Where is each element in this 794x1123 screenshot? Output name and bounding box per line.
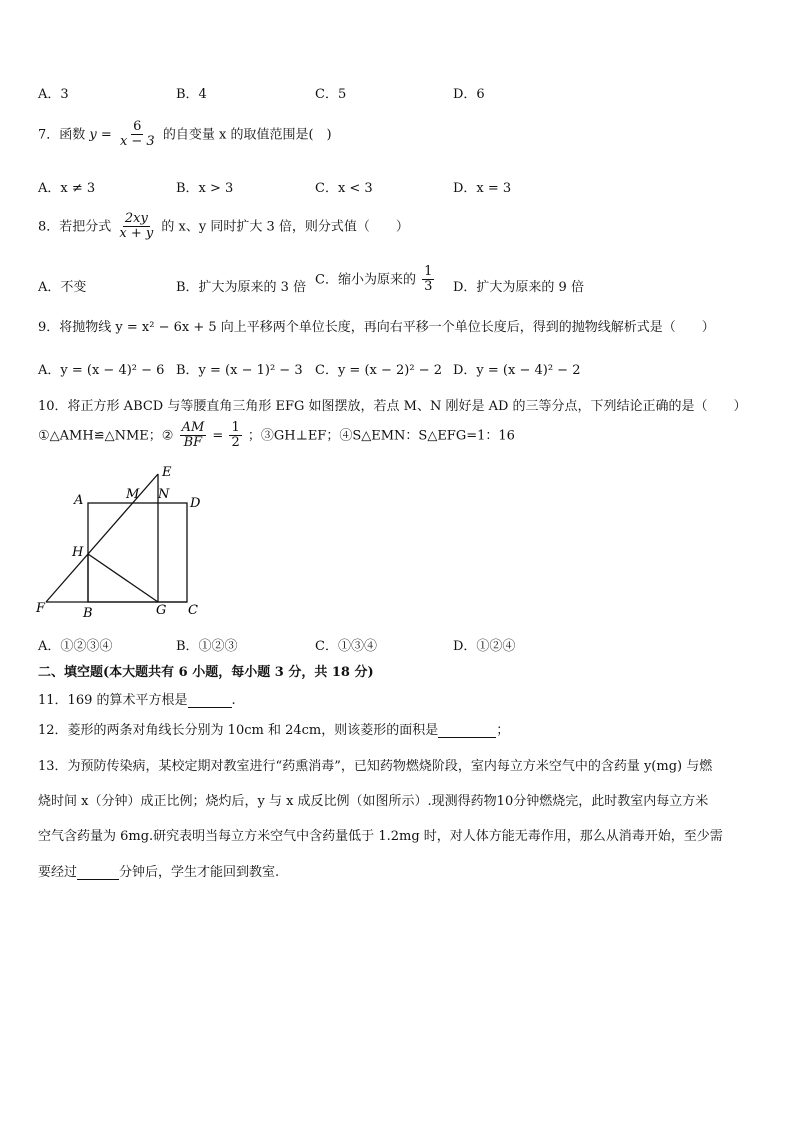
q6-option-b: B．4 [176,87,207,102]
q10-option-b: B．①②③ [176,639,238,654]
q10-half-den: 2 [231,435,240,451]
label-c: C [188,603,198,618]
q9-question: 9．将抛物线 y = x² − 6x + 5 向上平移两个单位长度，再向右平移一个单位长度后，得到的抛物线解析式是（ ） [38,320,715,335]
q10-option-d: D．①②④ [453,639,516,654]
label-e: E [162,465,172,480]
square-abcd [88,503,187,602]
q13-line-4 [38,861,279,880]
q10-ratio-num: AM [181,420,205,435]
q8-denominator: x + y [119,226,154,242]
label-a: A [74,493,84,508]
q9-option-d: D．y = (x − 4)² − 2 [453,363,581,378]
q8-option-c [315,265,436,295]
q10-half-num: 1 [231,420,240,435]
label-g: G [156,603,167,618]
q7-option-d: D．x = 3 [453,181,512,196]
q6-option-c: C．5 [315,87,347,102]
label-n: N [158,487,170,502]
q13-text-before-blank: 要经过 [38,865,78,880]
q10-geometry-figure [30,462,210,622]
q7-suffix: 的自变量 x 的取值范围是( ) [162,127,332,143]
q9-option-b: B．y = (x − 1)² − 3 [176,363,303,378]
q7-option-a: A．x ≠ 3 [38,181,96,196]
q12-answer-blank[interactable] [438,723,496,738]
q9-option-c: C．y = (x − 2)² − 2 [315,363,442,378]
q8-option-c-text: C．缩小为原来的 [315,272,416,288]
q10-conclusion-1: ①△AMH≌△NME；② [38,428,174,444]
q13-line-1: 13．为预防传染病，某校定期对教室进行“药熏消毒”，已知药物燃烧阶段，室内每立方米空气中的含药量 y(mg) 与燃 [38,759,713,774]
q8-fraction [117,212,155,242]
q10-ratio-fraction [180,421,207,451]
segment-ef [46,474,158,602]
q10-option-a: A．①②③④ [38,639,113,654]
label-m: M [126,487,140,502]
q7-numerator: 6 [133,119,142,134]
q7-option-c: C．x < 3 [315,181,373,196]
q11-answer-blank[interactable] [188,693,232,708]
q8-suffix: 的 x、y 同时扩大 3 倍，则分式值（ ） [161,219,409,235]
q10-option-c: C．①③④ [315,639,377,654]
q10-conclusions [38,421,515,451]
q13-answer-blank[interactable] [77,865,119,880]
q13-text-after-blank: 分钟后，学生才能回到教室. [119,865,280,880]
q10-half-fraction [229,421,241,451]
q7-option-b: B．x > 3 [176,181,234,196]
label-d: D [190,496,201,511]
q9-option-a: A．y = (x − 4)² − 6 [38,363,165,378]
q12-question [38,719,509,738]
q8-option-b: B．扩大为原来的 3 倍 [176,280,307,295]
q7-y: y = [89,127,112,143]
q10-conclusion-3-4: ；③GH⊥EF；④S△EMN：S△EFG=1：16 [247,428,515,444]
q11-period: . [231,693,236,708]
label-f: F [36,601,46,616]
q7-denominator: x − 3 [119,134,155,150]
q13-line-3: 空气含药量为 6mg.研究表明当每立方米空气中含药量低于 1.2mg 时，对人体方能无毒作用，那么从消毒开始，至少需 [38,829,723,844]
q12-text: 12．菱形的两条对角线长分别为 10cm 和 24cm，则该菱形的面积是 [38,723,439,738]
q11-question [38,689,236,708]
q7-fraction [118,120,157,150]
q8-numerator: 2xy [124,211,148,226]
q11-text: 11．169 的算术平方根是 [38,693,188,708]
q10-equals: = [212,428,224,444]
label-b: B [83,606,93,621]
q8-prefix: 8．若把分式 [38,219,112,235]
q12-semicolon: ； [496,723,510,738]
q8-option-d: D．扩大为原来的 9 倍 [453,280,584,295]
q8-option-c-fraction [422,265,434,295]
q10-question: 10．将正方形 ABCD 与等腰直角三角形 EFG 如图摆放，若点 M、N 刚好是 AD 的三等分点，下列结论正确的是（ ） [38,399,747,414]
q8-option-a: A．不变 [38,280,87,295]
q7-question [38,120,332,150]
q8-option-c-num: 1 [424,264,433,279]
q6-option-d: D．6 [453,87,485,102]
label-h: H [72,545,84,560]
q10-ratio-den: BF [183,435,203,451]
q13-line-2: 烧时间 x（分钟）成正比例；烧灼后，y 与 x 成反比例（如图所示）.现测得药物10分钟燃烧完，此时教室内每立方米 [38,794,709,809]
section-2-heading: 二、填空题(本大题共有 6 小题，每小题 3 分，共 18 分) [38,665,374,680]
q6-option-a: A．3 [38,87,69,102]
q7-prefix: 7．函数 [38,127,86,143]
q8-question [38,212,409,242]
segment-hg [88,554,158,602]
q8-option-c-den: 3 [424,279,433,295]
